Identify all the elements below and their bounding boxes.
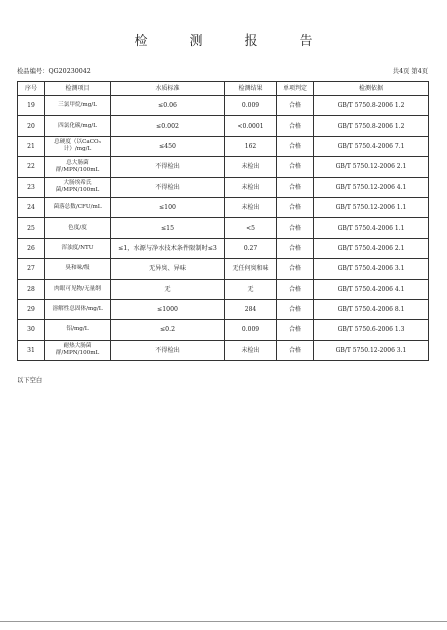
cell-index: 22	[18, 157, 45, 177]
cell-verdict: 合格	[277, 157, 314, 177]
cell-index: 25	[18, 218, 45, 238]
cell-method: GB/T 5750.4-2006 8.1	[314, 299, 429, 319]
cell-standard: 不得检出	[111, 177, 225, 197]
table-row	[18, 259, 429, 279]
table-row	[18, 197, 429, 217]
table-row	[18, 299, 429, 319]
cell-verdict: 合格	[277, 177, 314, 197]
cell-standard: ≤15	[111, 218, 225, 238]
cell-method: GB/T 5750.4-2006 1.1	[314, 218, 429, 238]
cell-verdict: 合格	[277, 197, 314, 217]
cell-standard: ≤0.2	[111, 320, 225, 340]
table-row	[18, 136, 429, 156]
footer-divider	[0, 621, 447, 622]
cell-index: 27	[18, 259, 45, 279]
header-verdict: 单项判定	[277, 82, 314, 96]
cell-standard: ≤1，水源与净水技术条件限制时≤3	[111, 238, 225, 258]
header-item: 检测项目	[45, 82, 111, 96]
cell-verdict: 合格	[277, 116, 314, 136]
cell-result: <0.0001	[225, 116, 277, 136]
table-row	[18, 238, 429, 258]
cell-item: 总硬度（以CaCO₃计）/mg/L	[45, 136, 111, 156]
cell-item: 总大肠菌群/MPN/100mL	[45, 157, 111, 177]
cell-standard: 无异臭、异味	[111, 259, 225, 279]
cell-index: 20	[18, 116, 45, 136]
cell-verdict: 合格	[277, 238, 314, 258]
table-row	[18, 157, 429, 177]
cell-item: 溶解性总固体/mg/L	[45, 299, 111, 319]
end-of-content-note: 以下空白	[17, 377, 43, 384]
cell-result: 未检出	[225, 177, 277, 197]
cell-standard: ≤1000	[111, 299, 225, 319]
cell-result: 284	[225, 299, 277, 319]
cell-result: 0.27	[225, 238, 277, 258]
table-row	[18, 218, 429, 238]
cell-verdict: 合格	[277, 320, 314, 340]
cell-method: GB/T 5750.12-2006 4.1	[314, 177, 429, 197]
cell-result: 未检出	[225, 197, 277, 217]
cell-index: 30	[18, 320, 45, 340]
cell-item: 耐热大肠菌群/MPN/100mL	[45, 340, 111, 360]
title-char: 告	[299, 34, 313, 49]
cell-result: 0.009	[225, 96, 277, 116]
cell-result: 无	[225, 279, 277, 299]
cell-index: 26	[18, 238, 45, 258]
cell-index: 23	[18, 177, 45, 197]
header-index: 序号	[18, 82, 45, 96]
cell-result: 0.009	[225, 320, 277, 340]
header-result: 检测结果	[225, 82, 277, 96]
cell-item: 大肠埃希氏菌/MPN/100mL	[45, 177, 111, 197]
cell-method: GB/T 5750.4-2006 4.1	[314, 279, 429, 299]
cell-method: GB/T 5750.8-2006 1.2	[314, 116, 429, 136]
cell-standard: ≤0.06	[111, 96, 225, 116]
cell-method: GB/T 5750.4-2006 2.1	[314, 238, 429, 258]
table-row	[18, 340, 429, 360]
header-method: 检测依据	[314, 82, 429, 96]
cell-item: 肉眼可见物/无量纲	[45, 279, 111, 299]
table-row	[18, 177, 429, 197]
report-title	[0, 30, 447, 49]
cell-standard: 无	[111, 279, 225, 299]
table-row	[18, 96, 429, 116]
cell-verdict: 合格	[277, 136, 314, 156]
cell-item: 铝/mg/L	[45, 320, 111, 340]
cell-standard: ≤100	[111, 197, 225, 217]
table-row	[18, 279, 429, 299]
title-char: 测	[189, 34, 203, 49]
cell-item: 色度/度	[45, 218, 111, 238]
cell-verdict: 合格	[277, 218, 314, 238]
cell-method: GB/T 5750.4-2006 7.1	[314, 136, 429, 156]
page-info: 共4页 第4页	[392, 68, 428, 75]
cell-result: 未检出	[225, 340, 277, 360]
header-standard: 水质标准	[111, 82, 225, 96]
cell-item: 臭和味/级	[45, 259, 111, 279]
title-char: 检	[134, 34, 148, 49]
cell-standard: 不得检出	[111, 157, 225, 177]
cell-index: 21	[18, 136, 45, 156]
cell-verdict: 合格	[277, 299, 314, 319]
title-char: 报	[244, 34, 258, 49]
cell-item: 菌落总数/CFU/mL	[45, 197, 111, 217]
cell-index: 29	[18, 299, 45, 319]
cell-item: 浑浊度/NTU	[45, 238, 111, 258]
cell-index: 31	[18, 340, 45, 360]
cell-result: 162	[225, 136, 277, 156]
sample-number-label: 检品编号：	[17, 68, 49, 75]
sample-number-value: QG20230042	[48, 68, 91, 75]
cell-verdict: 合格	[277, 340, 314, 360]
cell-standard: 不得检出	[111, 340, 225, 360]
table-row	[18, 116, 429, 136]
report-meta	[17, 66, 428, 75]
cell-method: GB/T 5750.12-2006 1.1	[314, 197, 429, 217]
cell-item: 三氯甲烷/mg/L	[45, 96, 111, 116]
cell-standard: ≤0.002	[111, 116, 225, 136]
cell-index: 24	[18, 197, 45, 217]
cell-verdict: 合格	[277, 259, 314, 279]
cell-item: 四氯化碳/mg/L	[45, 116, 111, 136]
cell-result: 未检出	[225, 157, 277, 177]
table-row	[18, 320, 429, 340]
cell-method: GB/T 5750.4-2006 3.1	[314, 259, 429, 279]
cell-method: GB/T 5750.12-2006 3.1	[314, 340, 429, 360]
sample-number	[17, 66, 91, 75]
cell-method: GB/T 5750.6-2006 1.3	[314, 320, 429, 340]
cell-index: 19	[18, 96, 45, 116]
cell-method: GB/T 5750.8-2006 1.2	[314, 96, 429, 116]
cell-method: GB/T 5750.12-2006 2.1	[314, 157, 429, 177]
cell-standard: ≤450	[111, 136, 225, 156]
cell-verdict: 合格	[277, 96, 314, 116]
results-table	[17, 81, 429, 361]
cell-verdict: 合格	[277, 279, 314, 299]
cell-result: 无任何臭和味	[225, 259, 277, 279]
table-header-row	[18, 82, 429, 96]
cell-index: 28	[18, 279, 45, 299]
cell-result: <5	[225, 218, 277, 238]
